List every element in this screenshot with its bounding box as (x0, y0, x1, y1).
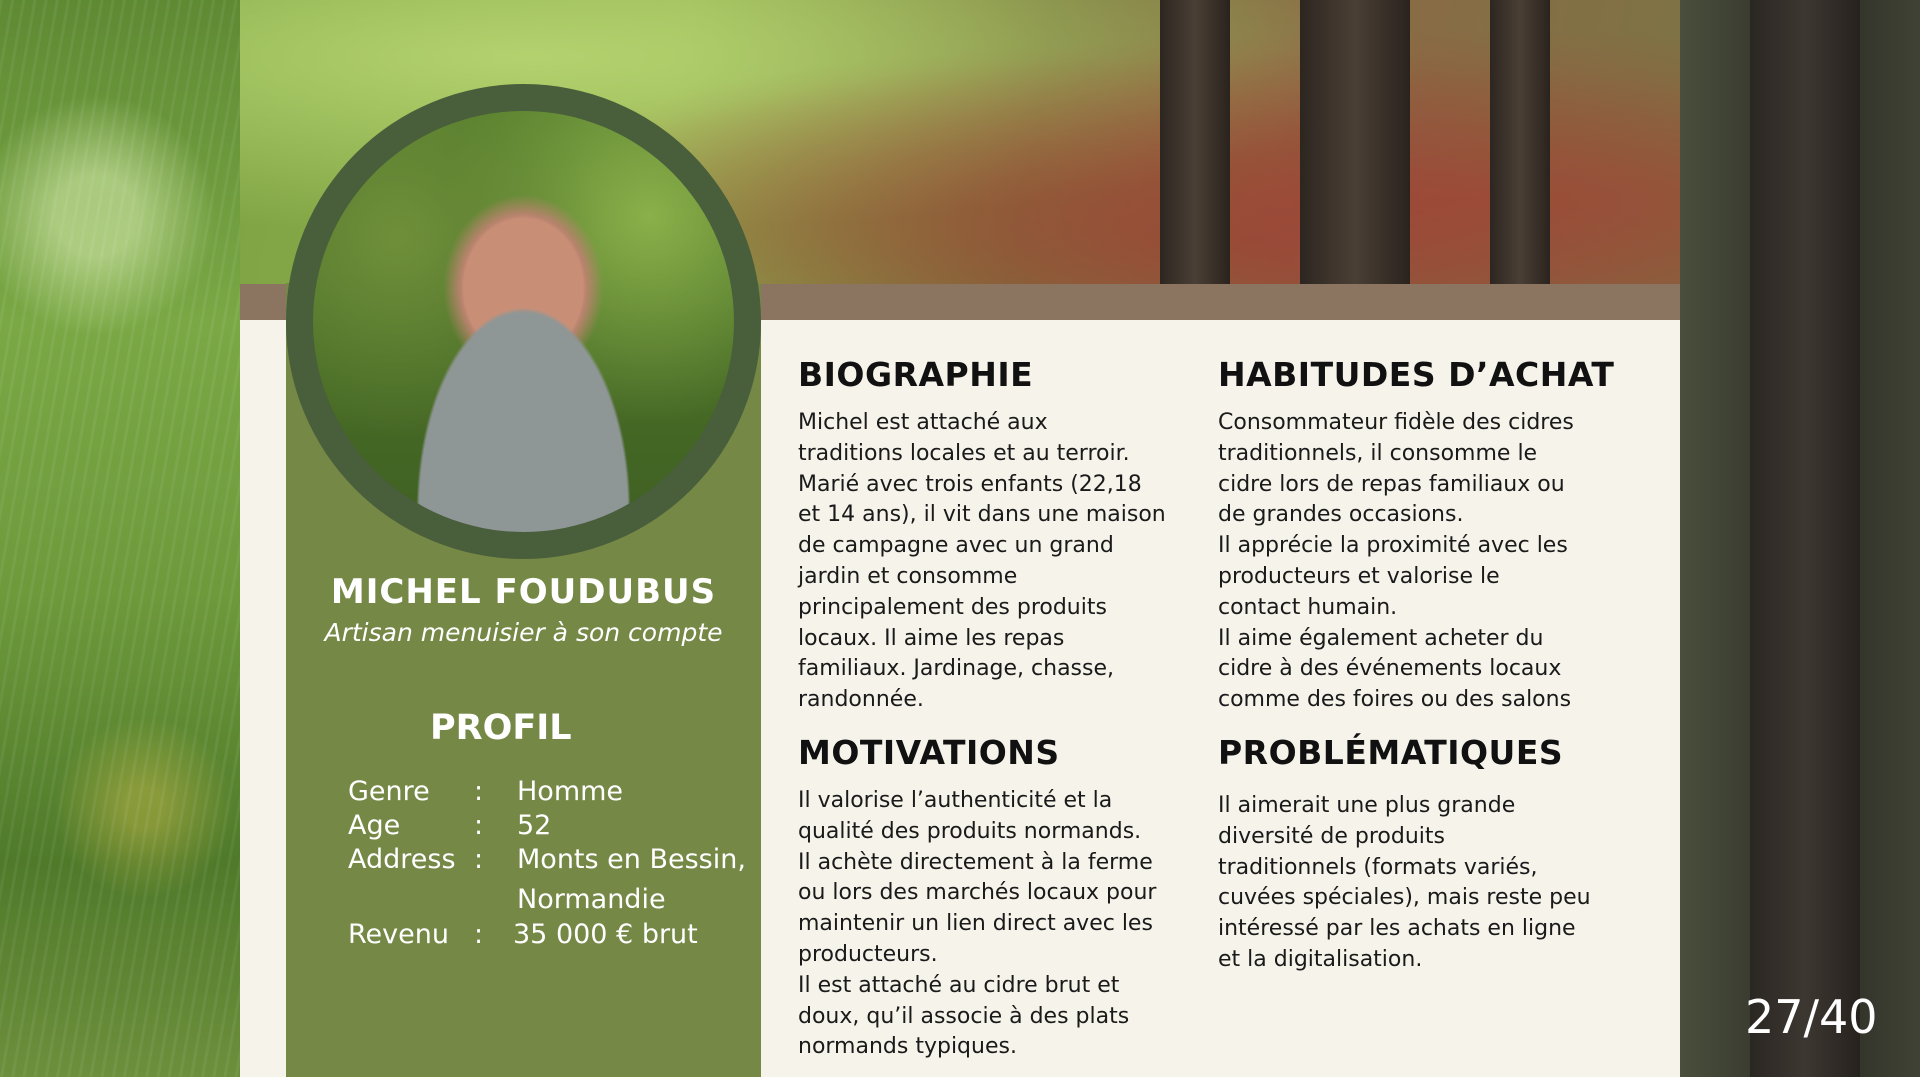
profile-title: PROFIL (430, 708, 572, 748)
profile-label: Revenu (348, 919, 449, 950)
profile-value: Monts en Bessin, (517, 844, 746, 875)
profile-value: Homme (517, 776, 624, 807)
tree-trunk (1750, 0, 1860, 1077)
background-grass-photo (0, 0, 240, 1077)
problematiques-title: PROBLÉMATIQUES (1218, 733, 1564, 772)
profile-value: 35 000 € brut (513, 919, 698, 950)
profile-value: Normandie (517, 884, 666, 915)
motivations-text: Il valorise l’authenticité et la qualité des produits normands. Il achète directement à la ferme ou lors des marchés locaux pour maintenir un lien direct avec les producteurs. Il est attaché au cidre brut et doux, qu’il associe à des plats normands typiques. (798, 788, 1157, 1060)
avatar (313, 111, 734, 532)
profile-separator: : (474, 844, 484, 875)
habitudes-text: Consommateur fidèle des cidres traditionnels, il consomme le cidre lors de repas familiaux ou de grandes occasions. Il apprécie la proximité avec les producteurs et valorise le contact humain. Il aime également acheter du cidre à des événements locaux comme des foires ou des salons (1218, 410, 1574, 713)
tree-trunk (1490, 0, 1550, 284)
profile-label: Age (348, 810, 401, 841)
problematiques-text: Il aimerait une plus grande diversité de produits traditionnels (formats variés, cuvées spéciales), mais reste peu intéressé par les achats en ligne et la digitalisation. (1218, 793, 1591, 972)
biographie-text: Michel est attaché aux traditions locales et au terroir. Marié avec trois enfants (22,18 et 14 ans), il vit dans une maison de campagne avec un grand jardin et consomme principalement des produits locaux. Il aime les repas familiaux. Jardinage, chasse, randonnée. (798, 410, 1166, 713)
habitudes-title: HABITUDES D’ACHAT (1218, 355, 1615, 394)
profile-separator: : (474, 776, 484, 807)
person-name: MICHEL FOUDUBUS (330, 572, 717, 612)
profile-value: 52 (517, 810, 552, 841)
tree-trunk (1300, 0, 1410, 284)
profile-label: Genre (348, 776, 430, 807)
profile-separator: : (474, 919, 484, 950)
tree-trunk (1160, 0, 1230, 284)
background-trunk-photo (1680, 0, 1920, 1077)
motivations-title: MOTIVATIONS (798, 733, 1060, 772)
page-number: 27/40 (1745, 990, 1878, 1044)
profile-separator: : (474, 810, 484, 841)
biographie-title: BIOGRAPHIE (798, 355, 1034, 394)
profile-label: Address (348, 844, 456, 875)
person-job: Artisan menuisier à son compte (324, 618, 723, 647)
